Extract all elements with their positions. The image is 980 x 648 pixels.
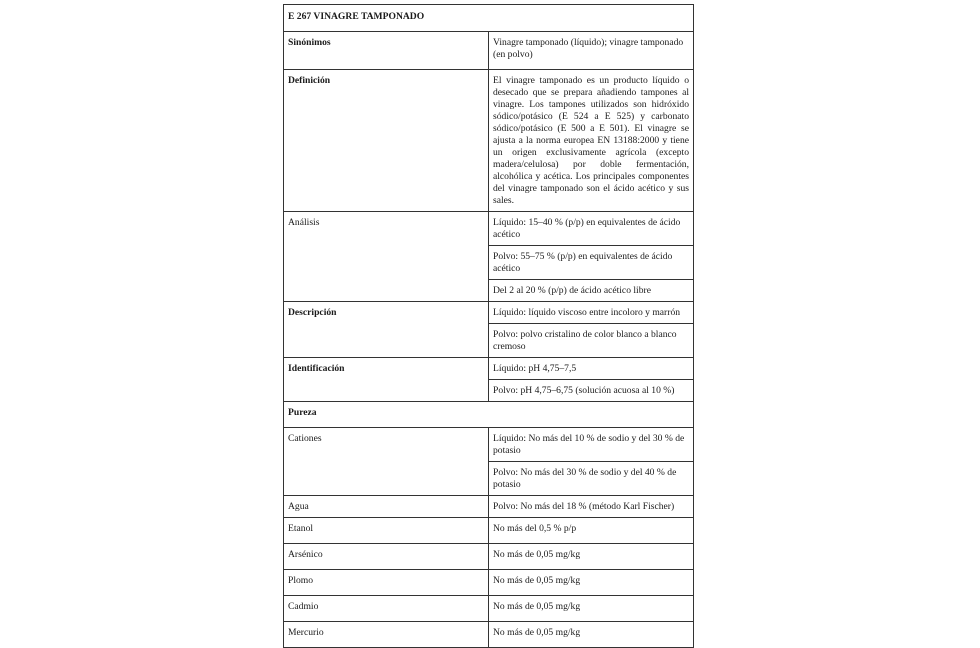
row-label-cadmio: Cadmio <box>284 596 489 622</box>
row-value-descripcion-1: Líquido: líquido viscoso entre incoloro y marrón <box>489 302 694 324</box>
row-value-definicion: El vinagre tamponado es un producto líquido o desecado que se prepara añadiendo tampones al vinagre. Los tampones utilizados son hidróxido sódico/potásico (E 524 a E 525) y carbonato sódico/potásico (E 500 a E 501). El vinagre se ajusta a la norma europea EN 13188:2000 y tiene un origen exclusivamente agrícola (excepto madera/celulosa) por doble fermentación, alcohólica y acética. Los principales componentes del vinagre tamponado son el ácido acético y sus sales. <box>489 70 694 212</box>
row-label-cationes: Cationes <box>284 428 489 496</box>
row-label-identificacion: Identificación <box>284 358 489 402</box>
row-label-mercurio: Mercurio <box>284 622 489 648</box>
row-value-identificacion-1: Líquido: pH 4,75–7,5 <box>489 358 694 380</box>
row-value-sinonimos: Vinagre tamponado (líquido); vinagre tamponado (en polvo) <box>489 32 694 70</box>
row-value-analisis-3: Del 2 al 20 % (p/p) de ácido acético libre <box>489 280 694 302</box>
section-heading-pureza: Pureza <box>284 402 694 428</box>
row-value-analisis-2: Polvo: 55–75 % (p/p) en equivalentes de ácido acético <box>489 246 694 280</box>
row-value-cationes-1: Líquido: No más del 10 % de sodio y del 30 % de potasio <box>489 428 694 462</box>
row-value-etanol: No más del 0,5 % p/p <box>489 518 694 544</box>
row-value-cadmio: No más de 0,05 mg/kg <box>489 596 694 622</box>
row-value-identificacion-2: Polvo: pH 4,75–6,75 (solución acuosa al 10 %) <box>489 380 694 402</box>
table-title: E 267 VINAGRE TAMPONADO <box>284 5 694 32</box>
row-value-arsenico: No más de 0,05 mg/kg <box>489 544 694 570</box>
row-value-agua: Polvo: No más del 18 % (método Karl Fischer) <box>489 496 694 518</box>
row-label-sinonimos: Sinónimos <box>284 32 489 70</box>
row-value-plomo: No más de 0,05 mg/kg <box>489 570 694 596</box>
row-label-agua: Agua <box>284 496 489 518</box>
row-label-analisis: Análisis <box>284 212 489 302</box>
row-label-plomo: Plomo <box>284 570 489 596</box>
row-label-descripcion: Descripción <box>284 302 489 358</box>
row-label-definicion: Definición <box>284 70 489 212</box>
row-value-analisis-1: Líquido: 15–40 % (p/p) en equivalentes de ácido acético <box>489 212 694 246</box>
specification-table <box>283 4 694 648</box>
row-value-cationes-2: Polvo: No más del 30 % de sodio y del 40 % de potasio <box>489 462 694 496</box>
row-label-arsenico: Arsénico <box>284 544 489 570</box>
row-label-etanol: Etanol <box>284 518 489 544</box>
row-value-descripcion-2: Polvo: polvo cristalino de color blanco a blanco cremoso <box>489 324 694 358</box>
row-value-mercurio: No más de 0,05 mg/kg <box>489 622 694 648</box>
